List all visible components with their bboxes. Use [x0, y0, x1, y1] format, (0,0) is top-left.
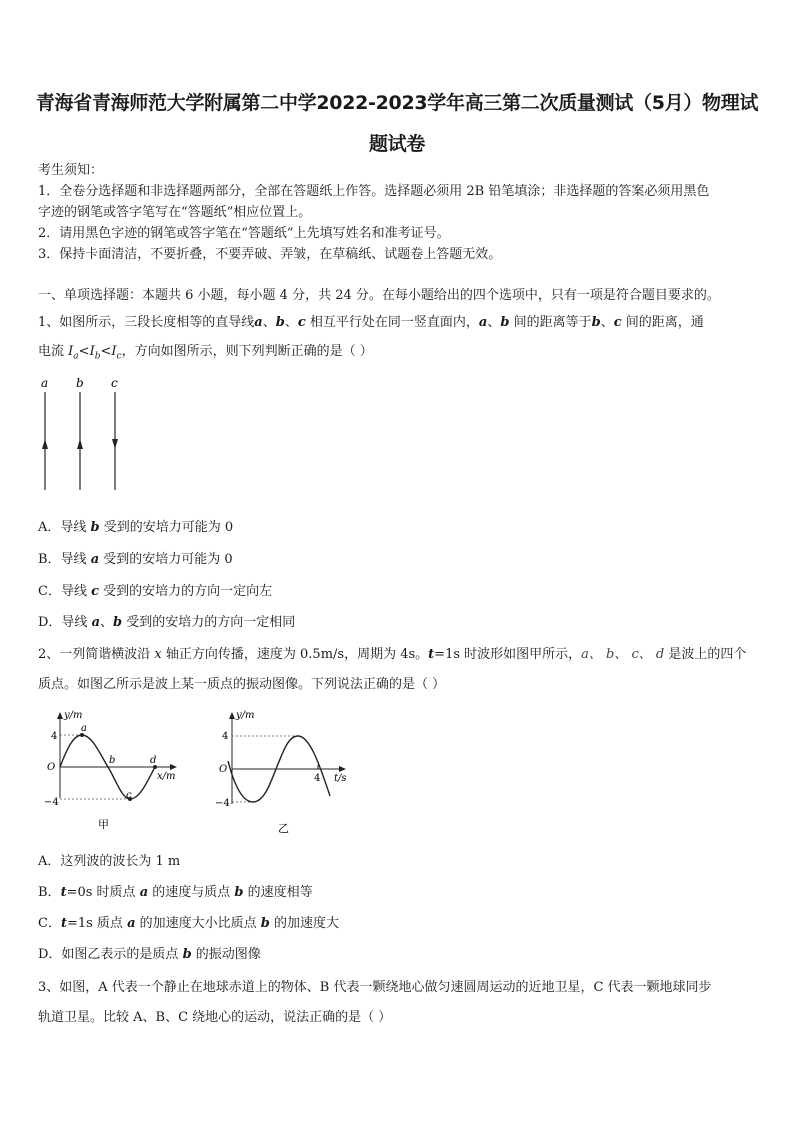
jia-x-arrow-icon	[170, 764, 177, 770]
yi-origin: O	[219, 764, 228, 775]
exam-title-line2: 题试卷	[368, 133, 426, 155]
q2-stem-line1: 2、一列简谐横波沿 x 轴正方向传播，速度为 0.5m/s，周期为 4s。t=1s 时波形如图甲所示，a、 b、 c、 d 是波上的四个	[38, 647, 747, 662]
notice-item-1-cont: 字迹的钢笔或答字笔写在“答题纸”相应位置上。	[38, 205, 312, 220]
q2-vibration-figure-yi	[212, 706, 362, 834]
jia-label-c: c	[126, 790, 132, 801]
jia-ytick-bottom: −4	[44, 797, 59, 808]
yi-x-arrow-icon	[339, 766, 346, 772]
q3-stem-line1: 3、如图，A 代表一个静止在地球赤道上的物体、B 代表一颗绕地心做匀速圆周运动的近地卫星，C 代表一颗地球同步	[38, 980, 712, 995]
wire-a-label: a	[41, 376, 49, 390]
q2-option-c: C．t=1s 质点 a 的加速度大小比质点 b 的加速度大	[38, 916, 340, 931]
q2-stem-line2: 质点。如图乙所示是波上某一质点的振动图像。下列说法正确的是（ ）	[38, 677, 446, 692]
yi-y-arrow-icon	[229, 712, 235, 719]
q3-stem-line2: 轨道卫星。比较 A、B、C 绕地心的运动，说法正确的是（ ）	[38, 1010, 392, 1025]
q2-wave-figure-jia	[40, 706, 190, 834]
wire-a-arrow-up-icon	[42, 439, 48, 449]
yi-ytick-bottom: −4	[215, 798, 230, 809]
jia-label-b: b	[109, 755, 116, 766]
jia-ytick-top: 4	[51, 731, 58, 742]
q2-option-d: D．如图乙表示的是质点 b 的振动图像	[38, 947, 261, 962]
yi-ytick-top: 4	[222, 731, 229, 742]
jia-origin: O	[47, 762, 56, 773]
notice-item-3: 3．保持卡面清洁，不要折叠，不要弄破、弄皱，在草稿纸、试题卷上答题无效。	[38, 247, 502, 262]
q1-option-d: D．导线 a、b 受到的安培力的方向一定相同	[38, 615, 296, 630]
q2-option-b: B．t=0s 时质点 a 的速度与质点 b 的速度相等	[38, 885, 313, 900]
jia-label-d: d	[150, 755, 157, 766]
jia-caption: 甲	[98, 818, 109, 831]
q1-stem-line2: 电流 $I_a<I_b<I_c$，方向如图所示，则下列判断正确的是（ ）	[38, 344, 373, 362]
yi-ylabel: y/m	[236, 710, 255, 721]
wire-c-label: c	[111, 376, 118, 390]
jia-xlabel: x/m	[157, 771, 176, 782]
jia-y-arrow-icon	[57, 712, 63, 719]
q1-wires-figure	[30, 372, 140, 497]
yi-caption: 乙	[278, 822, 289, 834]
notice-heading: 考生须知：	[38, 163, 104, 178]
notice-item-1: 1．全卷分选择题和非选择题两部分，全部在答题纸上作答。选择题必须用 2B 铅笔填涂；非选择题的答案必须用黑色	[38, 184, 710, 199]
yi-xtick-4: 4	[314, 773, 321, 784]
q1-option-b: B．导线 a 受到的安培力可能为 0	[38, 552, 233, 567]
wire-c-arrow-down-icon	[112, 439, 118, 449]
q1-option-c: C．导线 c 受到的安培力的方向一定向左	[38, 584, 273, 599]
q2-option-a: A．这列波的波长为 1 m	[38, 854, 181, 869]
section-heading: 一、单项选择题：本题共 6 小题，每小题 4 分，共 24 分。在每小题给出的四个选项中，只有一项是符合题目要求的。	[38, 288, 720, 303]
jia-ylabel: y/m	[64, 710, 83, 721]
exam-title-line1: 青海省青海师范大学附属第二中学2022-2023学年高三第二次质量测试（5月）物理试	[35, 92, 759, 114]
wire-b-label: b	[76, 376, 84, 390]
notice-item-2: 2．请用黑色字迹的钢笔或答字笔在“答题纸”上先填写姓名和准考证号。	[38, 226, 450, 241]
q1-stem-line1: 1、如图所示，三段长度相等的直导线a、b、c 相互平行处在同一竖直面内，a、b 间的距离等于b、c 间的距离，通	[38, 315, 704, 330]
wire-b-arrow-up-icon	[77, 439, 83, 449]
jia-label-a: a	[81, 723, 87, 734]
yi-xlabel: t/s	[334, 773, 347, 784]
q1-option-a: A．导线 b 受到的安培力可能为 0	[38, 520, 234, 535]
